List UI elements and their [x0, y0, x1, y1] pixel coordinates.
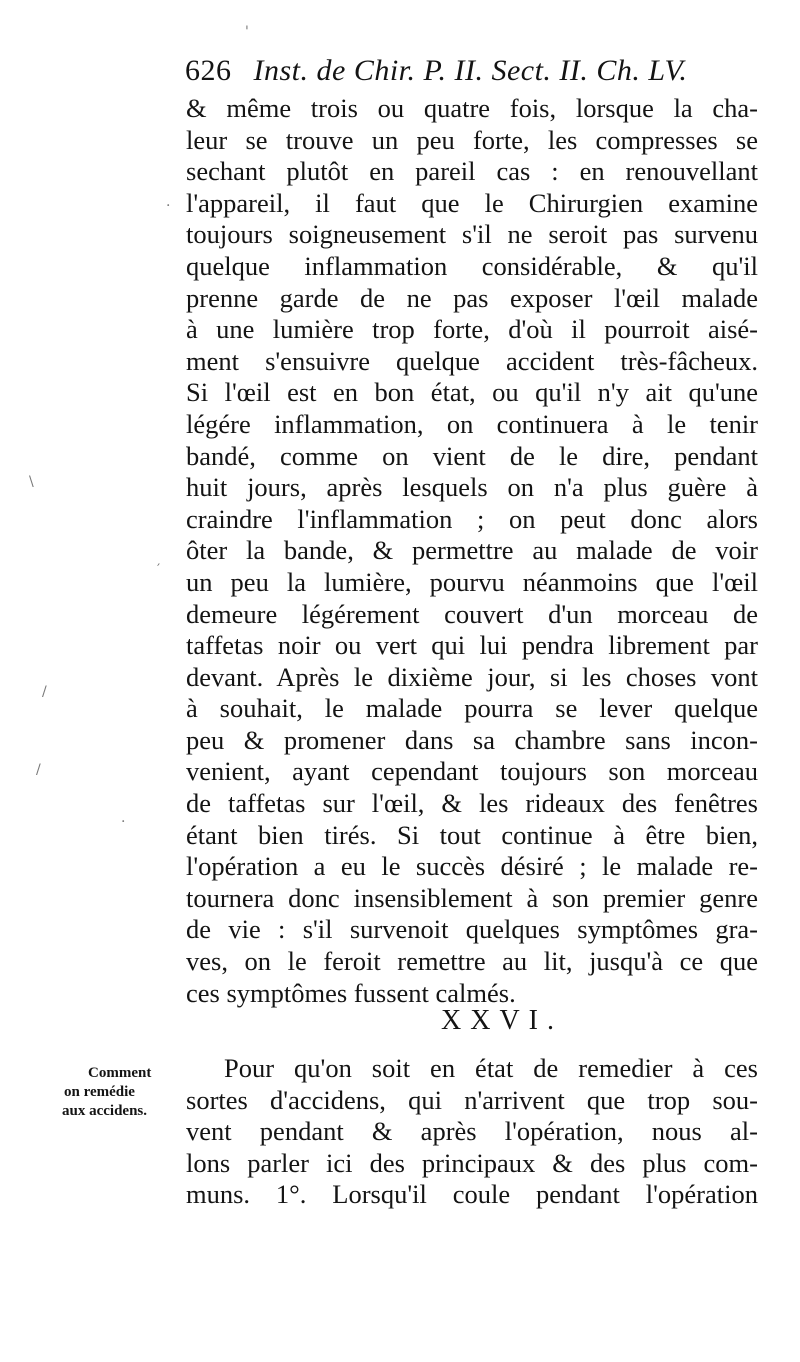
- text-line: muns. 1°. Lorsqu'il coule pendant l'opération: [186, 1179, 758, 1210]
- text-line: l'opération a eu le succès désiré ; le malade re-: [186, 851, 758, 882]
- body-text: [186, 93, 758, 1009]
- speck: /: [42, 684, 47, 700]
- speck: ·: [166, 198, 171, 214]
- text-line: sortes d'accidens, qui n'arrivent que trop sou-: [186, 1084, 758, 1115]
- speck: ·: [121, 814, 126, 830]
- margin-note-line: aux accidens.: [62, 1103, 148, 1119]
- text-line: demeure légérement couvert d'un morceau de: [186, 598, 758, 629]
- text-line: l'appareil, il faut que le Chirurgien examine: [186, 187, 758, 218]
- text-line: sechant plutôt en pareil cas : en renouvellant: [186, 156, 758, 187]
- text-line: toujours soigneusement s'il ne seroit pas survenu: [186, 219, 758, 250]
- text-line: bandé, comme on vient de le dire, pendant: [186, 440, 758, 471]
- speck: ': [245, 24, 249, 40]
- text-line: devant. Après le dixième jour, si les choses vont: [186, 661, 758, 692]
- running-title: Inst. de Chir. P. II. Sect. II. Ch. LV.: [253, 54, 688, 87]
- text-line: quelque inflammation considérable, & qu'il: [186, 250, 758, 281]
- text-line: ves, on le feroit remettre au lit, jusqu'à ce que: [186, 946, 758, 977]
- text-line: lons parler ici des principaux & des plus com-: [186, 1147, 758, 1178]
- text-line: à une lumière trop forte, d'où il pourroit aisé-: [186, 314, 758, 345]
- text-line: venient, ayant cependant toujours son morceau: [186, 756, 758, 787]
- text-line: de taffetas sur l'œil, & les rideaux des fenêtres: [186, 788, 758, 819]
- speck: ′: [157, 562, 161, 578]
- section-heading: XXVI.: [441, 1005, 563, 1036]
- speck: \: [29, 474, 34, 490]
- text-line: de vie : s'il survenoit quelques symptômes gra-: [186, 914, 758, 945]
- text-line: vent pendant & après l'opération, nous al-: [186, 1116, 758, 1147]
- margin-note-line: Comment: [88, 1065, 152, 1081]
- text-line: huit jours, après lesquels on n'a plus guère à: [186, 472, 758, 503]
- text-line: ces symptômes fussent calmés.: [186, 977, 516, 1008]
- speck: /: [36, 762, 41, 778]
- text-line: taffetas noir ou vert qui lui pendra librement par: [186, 630, 758, 661]
- text-line: à souhait, le malade pourra se lever quelque: [186, 693, 758, 724]
- text-line: ôter la bande, & permettre au malade de voir: [186, 535, 758, 566]
- text-line: prenne garde de ne pas exposer l'œil malade: [186, 282, 758, 313]
- margin-note: [60, 1064, 178, 1121]
- text-line: leur se trouve un peu forte, les compresses se: [186, 124, 758, 155]
- text-line: légére inflammation, on continuera à le tenir: [186, 408, 758, 439]
- text-line: tournera donc insensiblement à son premier genre: [186, 882, 758, 913]
- section-text: [186, 1053, 758, 1211]
- text-line: Pour qu'on soit en état de remedier à ces: [224, 1053, 758, 1083]
- text-line: étant bien tirés. Si tout continue à être bien,: [186, 819, 758, 850]
- text-line: Si l'œil est en bon état, ou qu'il n'y ait qu'une: [186, 377, 758, 408]
- text-line: peu & promener dans sa chambre sans incon-: [186, 724, 758, 755]
- margin-note-line: on remédie: [64, 1084, 135, 1100]
- text-line: craindre l'inflammation ; on peut donc alors: [186, 503, 758, 534]
- text-line: un peu la lumière, pourvu néanmoins que l'œil: [186, 566, 758, 597]
- running-header: [185, 54, 735, 88]
- text-line: & même trois ou quatre fois, lorsque la cha-: [186, 93, 758, 123]
- page-number: 626: [185, 54, 232, 87]
- text-line: ment s'ensuivre quelque accident très-fâcheux.: [186, 345, 758, 376]
